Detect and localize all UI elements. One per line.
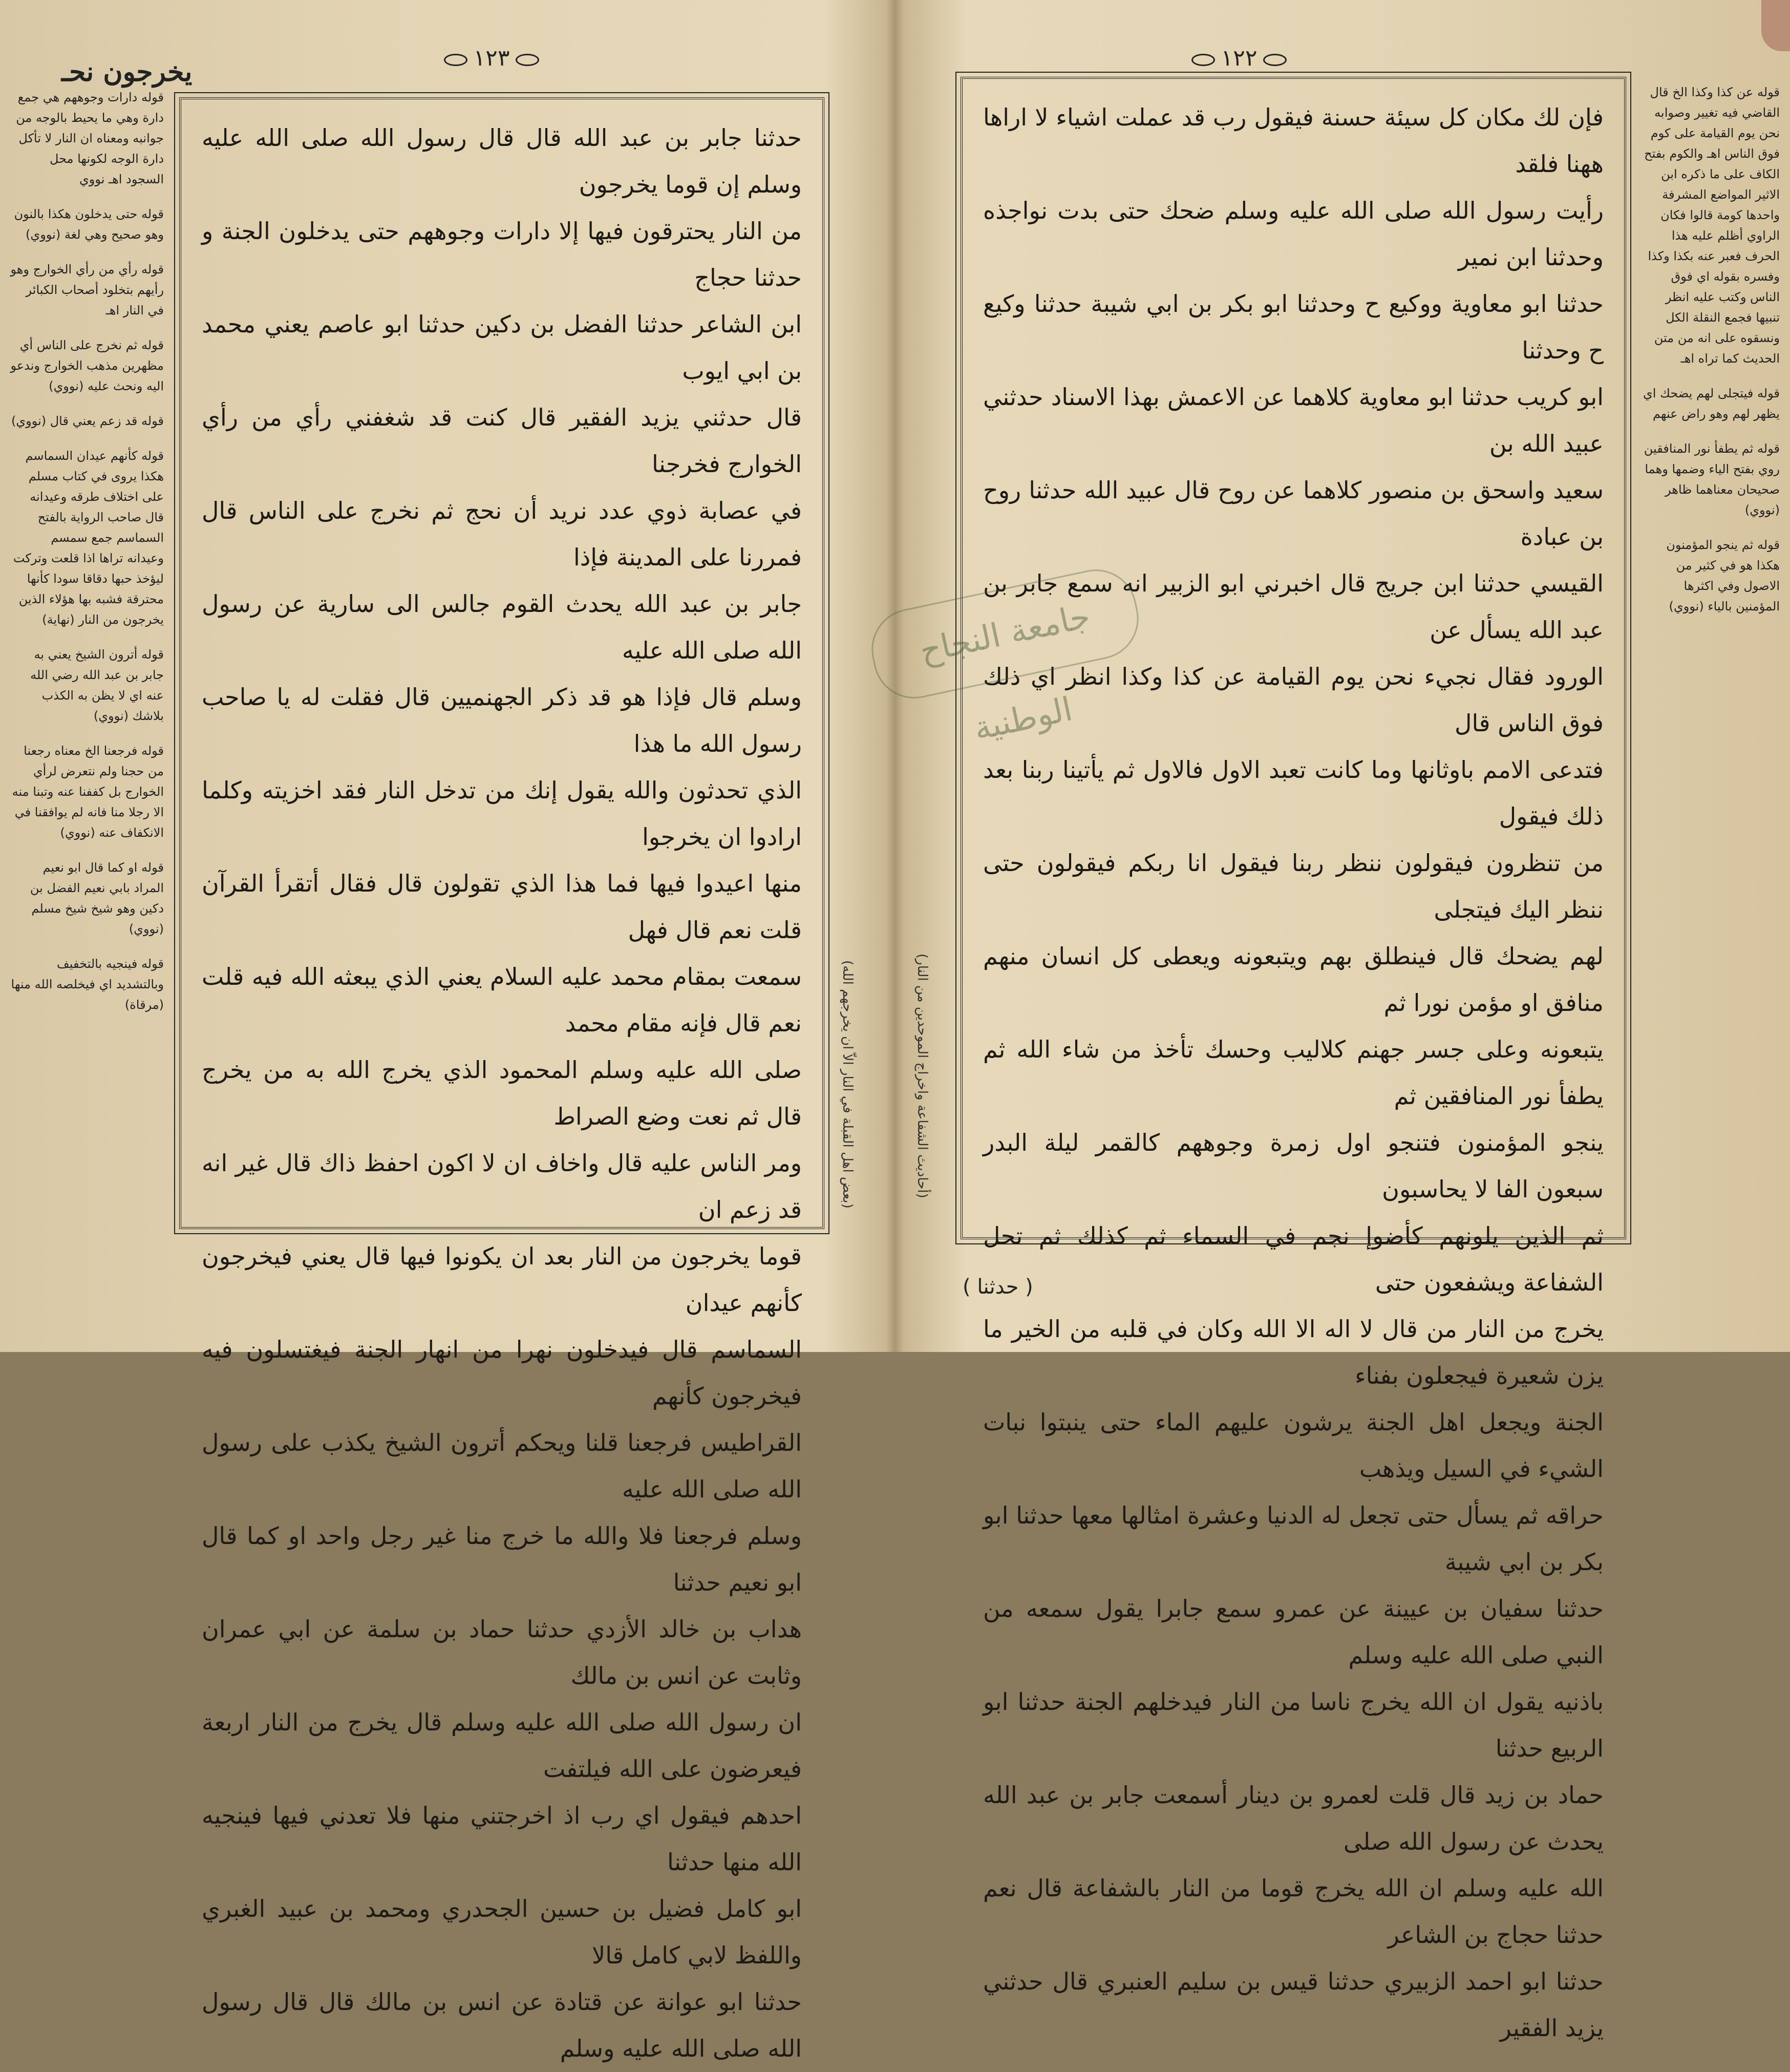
text-line: الله عليه وسلم ان الله يخرج قوما من النار بالشفاعة قال نعم حدثنا حجاج بن الشاعر xyxy=(983,1874,1604,1949)
text-line: سمعت بمقام محمد عليه السلام يعني الذي يبعثه الله فيه قلت نعم قال فإنه مقام محمد xyxy=(202,963,802,1037)
text-line: الذي تحدثون والله يقول إنك من تدخل النار فقد اخزيته وكلما ارادوا ان يخرجوا xyxy=(202,776,802,851)
side-gloss: (أحاديث الشفاعة واخراج الموحدين من النار) xyxy=(914,954,930,1198)
text-line: قال حدثني يزيد الفقير قال كنت قد شغفني رأي من رأي الخوارج فخرجنا xyxy=(202,404,802,478)
margin-note: قوله حتى يدخلون هكذا بالنون وهو صحيح وهي لغة (نووي) xyxy=(14,207,164,242)
text-line: وسلم فرجعنا فلا والله ما خرج منا غير رجل واحد او كما قال ابو نعيم حدثنا xyxy=(202,1522,802,1596)
text-line: باذنيه يقول ان الله يخرج ناسا من النار فيدخلهم الجنة حدثنا ابو الربيع حدثنا xyxy=(983,1688,1604,1762)
main-text xyxy=(202,115,802,2062)
text-line: ابو كريب حدثنا ابو معاوية كلاهما عن الاعمش بهذا الاسناد حدثني عبيد الله بن xyxy=(983,383,1604,457)
text-line: ينجو المؤمنون فتنجو اول زمرة وجوههم كالقمر ليلة البدر سبعون الفا لا يحاسبون xyxy=(983,1129,1604,1203)
catchword: ( حدثنا ) xyxy=(963,1275,1033,1299)
margin-note: قوله فيتجلى لهم يضحك اي يظهر لهم وهو راض عنهم xyxy=(1643,386,1780,421)
text-line: حدثنا ابو احمد الزبيري حدثنا قيس بن سليم العنبري قال حدثني يزيد الفقير xyxy=(983,1968,1604,2042)
text-line: السماسم قال فيدخلون نهرا من انهار الجنة فيغتسلون فيه فيخرجون كأنهم xyxy=(202,1336,802,1410)
text-line: يخرج من النار من قال لا اله الا الله وكان في قلبه من الخير ما يزن شعيرة فيجعلون بفناء xyxy=(983,1315,1604,1389)
text-line: من النار يحترقون فيها إلا دارات وجوههم حتى يدخلون الجنة و حدثنا حجاج xyxy=(202,217,802,291)
text-line: فتدعى الامم باوثانها وما كانت تعبد الاول فالاول ثم يأتينا ربنا بعد ذلك فيقول xyxy=(983,756,1604,830)
text-line: حدثنا سفيان بن عيينة عن عمرو سمع جابرا يقول سمعه من النبي صلى الله عليه وسلم xyxy=(983,1595,1604,1669)
text-line: يتبعونه وعلى جسر جهنم كلاليب وحسك تأخذ من شاء الله ثم يطفأ نور المنافقين ثم xyxy=(983,1035,1604,1110)
ornament-icon xyxy=(516,54,539,66)
margin-note: قوله أترون الشيخ يعني به جابر بن عبد الله رضي الله عنه اي لا يظن به الكذب بلاشك (نووي) xyxy=(30,647,164,723)
ornament-icon xyxy=(1191,54,1215,66)
page-number xyxy=(399,45,584,71)
margin-note: قوله او كما قال ابو نعيم المراد بابي نعيم الفضل بن دكين وهو شيخ شيخ مسلم (نووي) xyxy=(30,860,164,936)
margin-note: قوله فرجعنا الخ معناه رجعنا من حجنا ولم نتعرض لرأي الخوارج بل كففنا عنه وتبنا منه الا رجلا منا فانه لم يوافقنا في الانكفاف عنه (نووي) xyxy=(12,744,164,840)
text-frame xyxy=(179,97,824,2062)
text-line: ابو كامل فضيل بن حسين الجحدري ومحمد بن عبيد الغبري واللفظ لابي كامل قالا xyxy=(202,1895,802,1969)
text-line: ومر الناس عليه قال واخاف ان لا اكون احفظ ذاك قال غير انه قد زعم ان xyxy=(202,1149,802,1223)
margin-note: قوله ثم ينجو المؤمنون هكذا هو في كثير من الاصول وفي اكثرها المؤمنين بالياء (نووي) xyxy=(1666,538,1780,614)
page-number xyxy=(1147,45,1331,71)
margin-note: قوله عن كذا وكذا الخ قال القاضي فيه تغيير وصوابه نحن يوم القيامة على كوم فوق الناس اهـ والكوم بفتح الكاف على ما ذكره ابن الاثير المواضع المشرفة واحدها كومة قالوا فكان الراوي أظلم عليه هذا الحرف فعبر عنه بكذا وكذا وفسره بقوله اي فوق الناس وكتب عليه انظر تنبيها فجمع النقلة الكل ونسقوه على انه من متن الحديث كما تراه اهـ xyxy=(1644,85,1780,366)
text-line: الورود فقال نجيء نحن يوم القيامة عن كذا وكذا انظر اي ذلك فوق الناس قال xyxy=(983,663,1604,737)
margin-note: قوله فينجيه بالتخفيف وبالتشديد اي فيخلصه الله منها (مرقاة) xyxy=(11,957,164,1012)
text-line: جابر بن عبد الله يحدث القوم جالس الى سارية عن رسول الله صلى الله عليه xyxy=(202,590,802,664)
ornament-icon xyxy=(444,54,467,66)
margin-note: قوله ثم نخرج على الناس أي مظهرين مذهب الخوارج وندعو اليه ونحث عليه (نووي) xyxy=(10,338,164,393)
page-number-text: ١٢٢ xyxy=(1221,45,1258,71)
ornament-icon xyxy=(1263,54,1287,66)
text-line: وسلم قال فإذا هو قد ذكر الجهنميين قال فقلت له يا صاحب رسول الله ما هذا xyxy=(202,683,802,757)
text-line: قوما يخرجون من النار بعد ان يكونوا فيها قال يعني فيخرجون كأنهم عيدان xyxy=(202,1242,802,1317)
text-line: سعيد واسحق بن منصور كلاهما عن روح قال عبيد الله حدثنا روح بن عبادة xyxy=(983,476,1604,551)
margin-note: قوله ثم يطفأ نور المنافقين روي بفتح الياء وضمها وهما صحيحان معناهما ظاهر (نووي) xyxy=(1644,441,1780,517)
text-line: حراقه ثم يسأل حتى تجعل له الدنيا وعشرة امثالها معها حدثنا ابو بكر بن ابي شيبة xyxy=(983,1502,1604,1576)
text-line: حماد بن زيد قال قلت لعمرو بن دينار أسمعت جابر بن عبد الله يحدث عن رسول الله صلى xyxy=(983,1781,1604,1855)
text-line: رأيت رسول الله صلى الله عليه وسلم ضحك حتى بدت نواجذه وحدثنا ابن نمير xyxy=(983,197,1604,271)
text-line: لهم يضحك قال فينطلق بهم ويتبعونه ويعطى كل انسان منهم منافق او مؤمن نورا ثم xyxy=(983,942,1604,1017)
library-stamp: جامعة النجاح الوطنية xyxy=(864,562,1146,706)
text-line: منها اعيدوا فيها فما هذا الذي تقولون قال فقال أتقرأ القرآن قلت نعم قال فهل xyxy=(202,870,802,944)
text-line: الجنة ويجعل اهل الجنة يرشون عليهم الماء حتى ينبتوا نبات الشيء في السيل ويذهب xyxy=(983,1408,1604,1483)
margin-notes xyxy=(1642,82,1780,631)
text-line: صلى الله عليه وسلم المحمود الذي يخرج الله به من يخرج قال ثم نعت وضع الصراط xyxy=(202,1056,802,1130)
margin-note: قوله كأنهم عيدان السماسم هكذا يروى في كتاب مسلم على اختلاف طرقه وعيدانه قال صاحب الرواية بالفتح السماسم جمع سمسم وعيدانه تراها اذا قلعت وتركت ليؤخذ حبها دقاقا سودا كأنها محترقة فشبه بها هؤلاء الذين يخرجون من النار (نهاية) xyxy=(13,449,164,627)
side-gloss: (بعض اهل القبلة في النار الاّ ان يخرجهم الله) xyxy=(840,960,855,1209)
text-line: احدهم فيقول اي رب اذ اخرجتني منها فلا تعدني فيها فينجيه الله منها حدثنا xyxy=(202,1802,802,1876)
catchword: يخرجون نحـ xyxy=(61,56,193,88)
text-line: ابن الشاعر حدثنا الفضل بن دكين حدثنا ابو عاصم يعني محمد بن ابي ايوب xyxy=(202,310,802,385)
text-line: من تنظرون فيقولون ننظر ربنا فيقول انا ربكم فيقولون حتى ننظر اليك فيتجلى xyxy=(983,849,1604,923)
text-line: حدثنا ابو معاوية ووكيع ح وحدثنا ابو بكر بن ابي شيبة حدثنا وكيع ح وحدثنا xyxy=(983,290,1604,364)
text-line: القراطيس فرجعنا قلنا ويحكم أترون الشيخ يكذب على رسول الله صلى الله عليه xyxy=(202,1429,802,1503)
text-line: حدثنا جابر بن عبد الله قال قال رسول الله صلى الله عليه وسلم إن قوما يخرجون xyxy=(202,124,802,198)
page-number-text: ١٢٣ xyxy=(473,45,510,71)
margin-note: قوله رأي من رأي الخوارج وهو رأيهم بتخلود أصحاب الكبائر في النار اهـ xyxy=(10,262,164,318)
text-line: ان رسول الله صلى الله عليه وسلم قال يخرج من النار اربعة فيعرضون على الله فيلتفت xyxy=(202,1708,802,1783)
margin-note: قوله دارات وجوههم هي جمع دارة وهي ما يحيط بالوجه من جوانبه ومعناه ان النار لا تأكل دارة الوجه لكونها محل السجود اهـ نووي xyxy=(16,90,164,186)
text-line: القيسي حدثنا ابن جريج قال اخبرني ابو الزبير انه سمع جابر بن عبد الله يسأل عن xyxy=(983,569,1604,644)
text-line: ثم الذين يلونهم كأضوإ نجم في السماء ثم كذلك ثم تحل الشفاعة ويشفعون حتى xyxy=(983,1222,1604,1296)
text-line: في عصابة ذوي عدد نريد أن نحج ثم نخرج على الناس قال فمررنا على المدينة فإذا xyxy=(202,497,802,571)
text-line: فإن لك مكان كل سيئة حسنة فيقول رب قد عملت اشياء لا اراها ههنا فلقد xyxy=(983,103,1604,178)
text-line: حدثنا ابو عوانة عن قتادة عن انس بن مالك قال قال رسول الله صلى الله عليه وسلم xyxy=(202,1988,802,2062)
left-page xyxy=(0,0,891,2062)
margin-notes xyxy=(10,87,164,1029)
margin-note: قوله قد زعم يعني قال (نووي) xyxy=(11,414,164,428)
text-line: هداب بن خالد الأزدي حدثنا حماد بن سلمة عن ابي عمران وثابت عن انس بن مالك xyxy=(202,1615,802,1689)
